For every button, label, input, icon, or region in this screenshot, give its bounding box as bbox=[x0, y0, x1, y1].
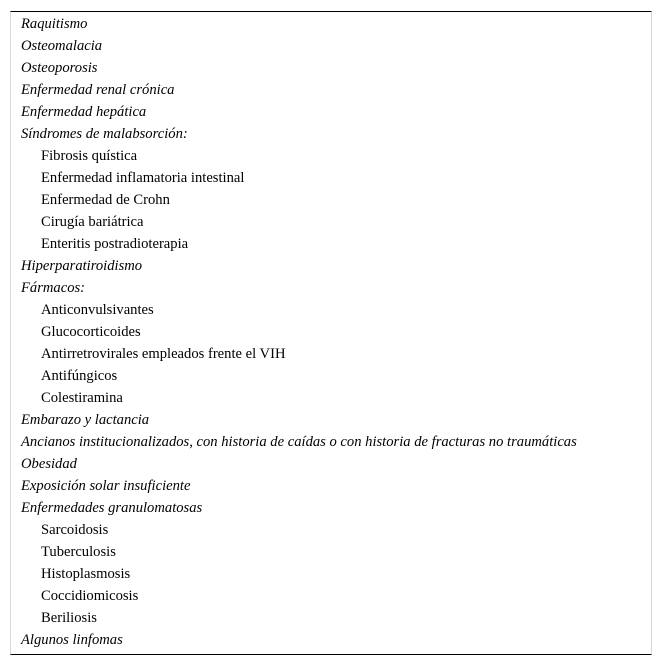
category-row: Fármacos: bbox=[21, 280, 86, 296]
sub-item-row: Anticonvulsivantes bbox=[41, 302, 154, 318]
sub-item-row: Antifúngicos bbox=[41, 368, 118, 384]
category-row: Hiperparatiroidismo bbox=[21, 258, 143, 274]
sub-item-row: Beriliosis bbox=[41, 610, 97, 626]
category-row: Osteomalacia bbox=[21, 38, 103, 54]
category-row: Enfermedad renal crónica bbox=[21, 82, 175, 98]
sub-item-row: Histoplasmosis bbox=[41, 566, 131, 582]
sub-item-row: Glucocorticoides bbox=[41, 324, 141, 340]
sub-item-row: Antirretrovirales empleados frente el VIH bbox=[41, 346, 286, 362]
sub-item-row: Enteritis postradioterapia bbox=[41, 236, 189, 252]
sub-item-row: Cirugía bariátrica bbox=[41, 214, 144, 230]
conditions-table bbox=[10, 11, 652, 655]
category-row: Embarazo y lactancia bbox=[21, 412, 150, 428]
sub-item-row: Enfermedad de Crohn bbox=[41, 192, 170, 208]
sub-item-row: Tuberculosis bbox=[41, 544, 116, 560]
sub-item-row: Coccidiomicosis bbox=[41, 588, 139, 604]
category-row: Algunos linfomas bbox=[21, 632, 123, 648]
table-body bbox=[21, 13, 651, 651]
category-row: Síndromes de malabsorción: bbox=[21, 126, 188, 142]
sub-item-row: Fibrosis quística bbox=[41, 148, 138, 164]
category-row: Osteoporosis bbox=[21, 60, 98, 76]
sub-item-row: Sarcoidosis bbox=[41, 522, 109, 538]
category-row: Obesidad bbox=[21, 456, 77, 472]
category-row: Exposición solar insuficiente bbox=[21, 478, 191, 494]
category-row: Enfermedad hepática bbox=[21, 104, 147, 120]
sub-item-row: Enfermedad inflamatoria intestinal bbox=[41, 170, 245, 186]
category-row: Ancianos institucionalizados, con historia de caídas o con historia de fracturas no traumáticas bbox=[21, 434, 577, 450]
category-row: Raquitismo bbox=[21, 16, 88, 32]
sub-item-row: Colestiramina bbox=[41, 390, 123, 406]
category-row: Enfermedades granulomatosas bbox=[21, 500, 203, 516]
